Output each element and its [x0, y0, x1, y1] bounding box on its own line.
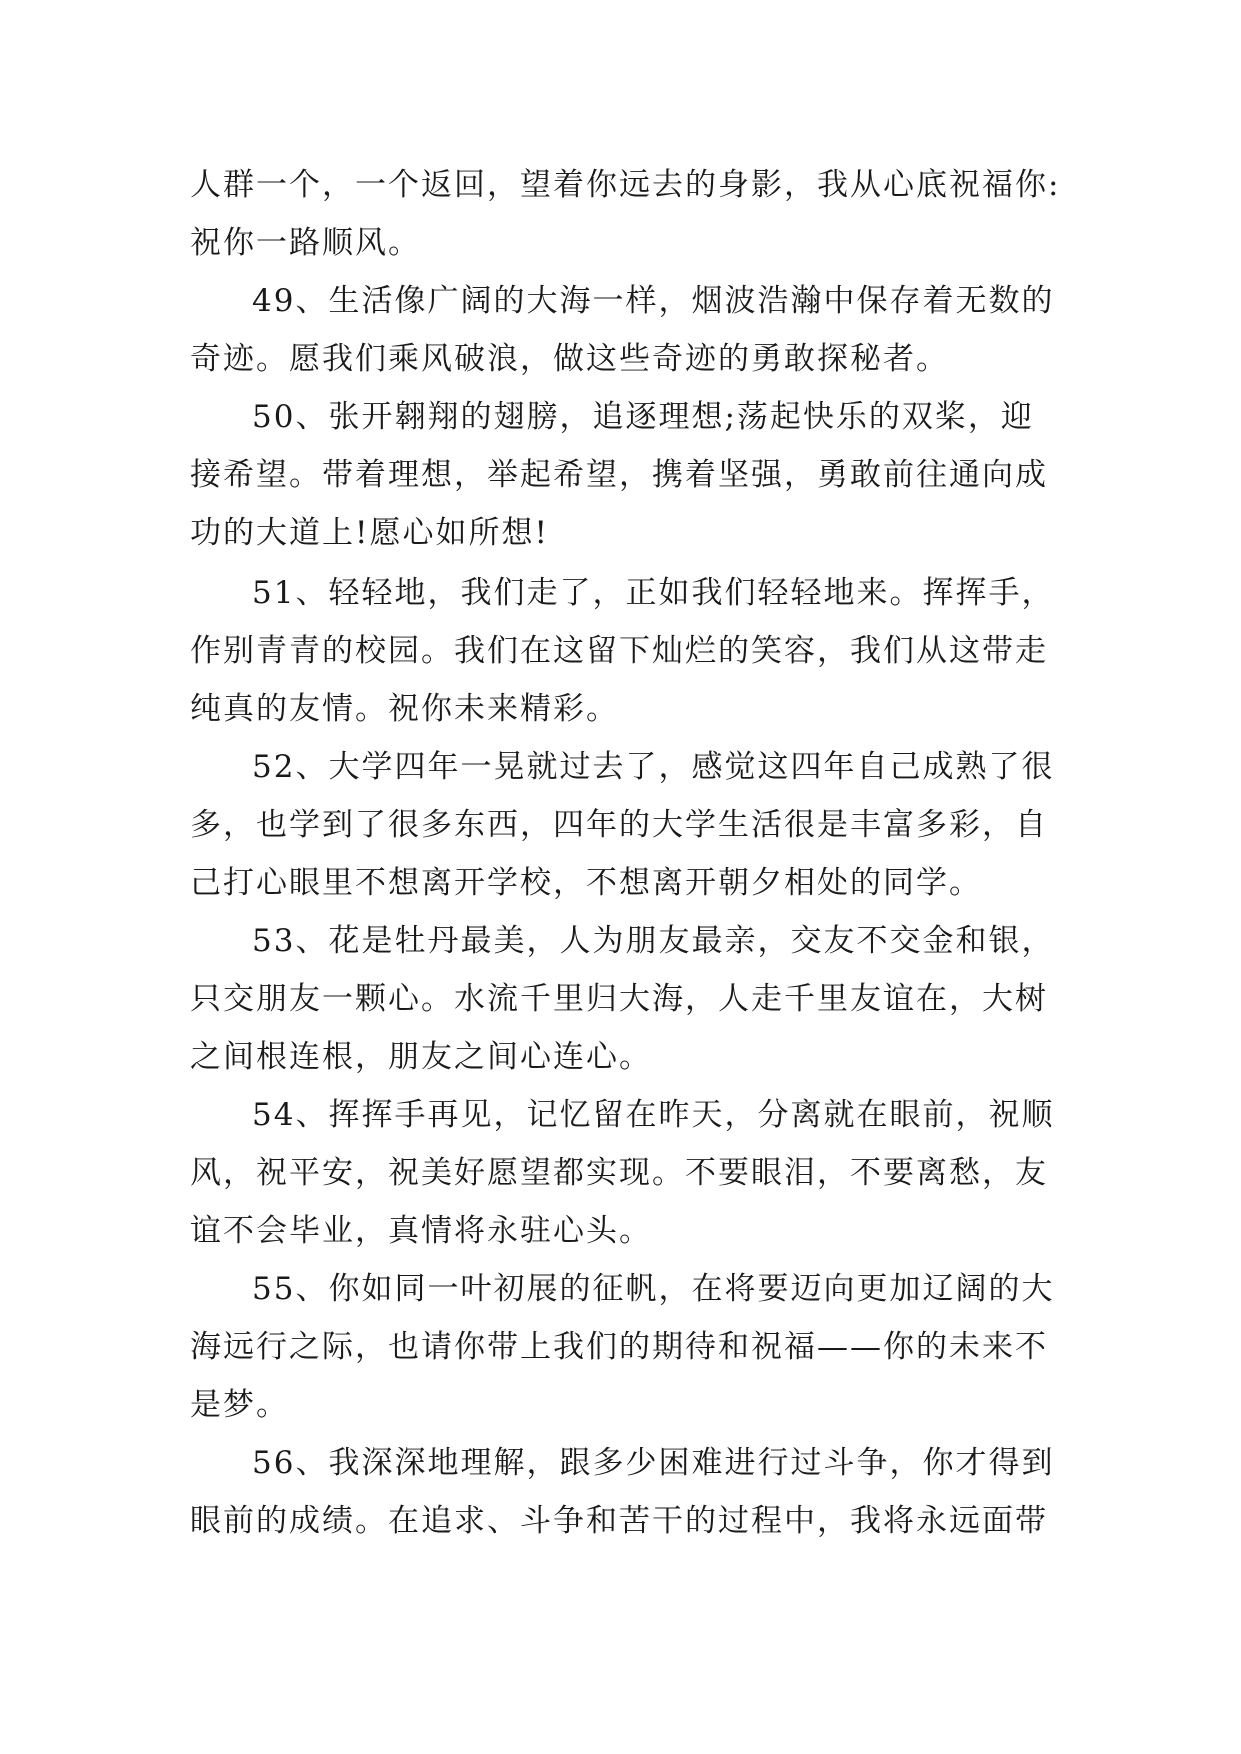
text-line: 之间根连根，朋友之间心连心。	[190, 1039, 652, 1075]
paragraph-first-line: 50、张开翱翔的翅膀，追逐理想;荡起快乐的双桨，迎	[252, 399, 1034, 435]
text-line: 接希望。带着理想，举起希望，携着坚强，勇敢前往通向成	[190, 457, 1048, 493]
text-line: 多，也学到了很多东西，四年的大学生活很是丰富多彩，自	[190, 807, 1048, 843]
text-line: 奇迹。愿我们乘风破浪，做这些奇迹的勇敢探秘者。	[190, 341, 949, 377]
text-line: 人群一个，一个返回，望着你远去的身影，我从心底祝福你:	[190, 167, 1061, 203]
text-line: 己打心眼里不想离开学校，不想离开朝夕相处的同学。	[190, 865, 982, 901]
paragraph-first-line: 49、生活像广阔的大海一样，烟波浩瀚中保存着无数的	[252, 283, 1055, 319]
paragraph-first-line: 51、轻轻地，我们走了，正如我们轻轻地来。挥挥手，	[252, 575, 1055, 611]
text-line: 谊不会毕业，真情将永驻心头。	[190, 1213, 652, 1249]
text-line: 纯真的友情。祝你未来精彩。	[190, 691, 619, 727]
text-line: 功的大道上!愿心如所想!	[190, 515, 549, 551]
paragraph-first-line: 52、大学四年一晃就过去了，感觉这四年自己成熟了很	[252, 749, 1055, 785]
paragraph-first-line: 55、你如同一叶初展的征帆，在将要迈向更加辽阔的大	[252, 1271, 1055, 1307]
text-line: 眼前的成绩。在追求、斗争和苦干的过程中，我将永远面带	[190, 1503, 1048, 1539]
paragraph-first-line: 54、挥挥手再见，记忆留在昨天，分离就在眼前，祝顺	[252, 1097, 1055, 1133]
paragraph-first-line: 53、花是牡丹最美，人为朋友最亲，交友不交金和银，	[252, 923, 1055, 959]
text-line: 海远行之际，也请你带上我们的期待和祝福——你的未来不	[190, 1329, 1048, 1365]
text-line: 只交朋友一颗心。水流千里归大海，人走千里友谊在，大树	[190, 981, 1048, 1017]
text-line: 祝你一路顺风。	[190, 225, 421, 261]
paragraph-first-line: 56、我深深地理解，跟多少困难进行过斗争，你才得到	[252, 1445, 1055, 1481]
text-line: 风，祝平安，祝美好愿望都实现。不要眼泪，不要离愁，友	[190, 1155, 1048, 1191]
text-line: 是梦。	[190, 1387, 289, 1423]
text-line: 作别青青的校园。我们在这留下灿烂的笑容，我们从这带走	[190, 633, 1048, 669]
